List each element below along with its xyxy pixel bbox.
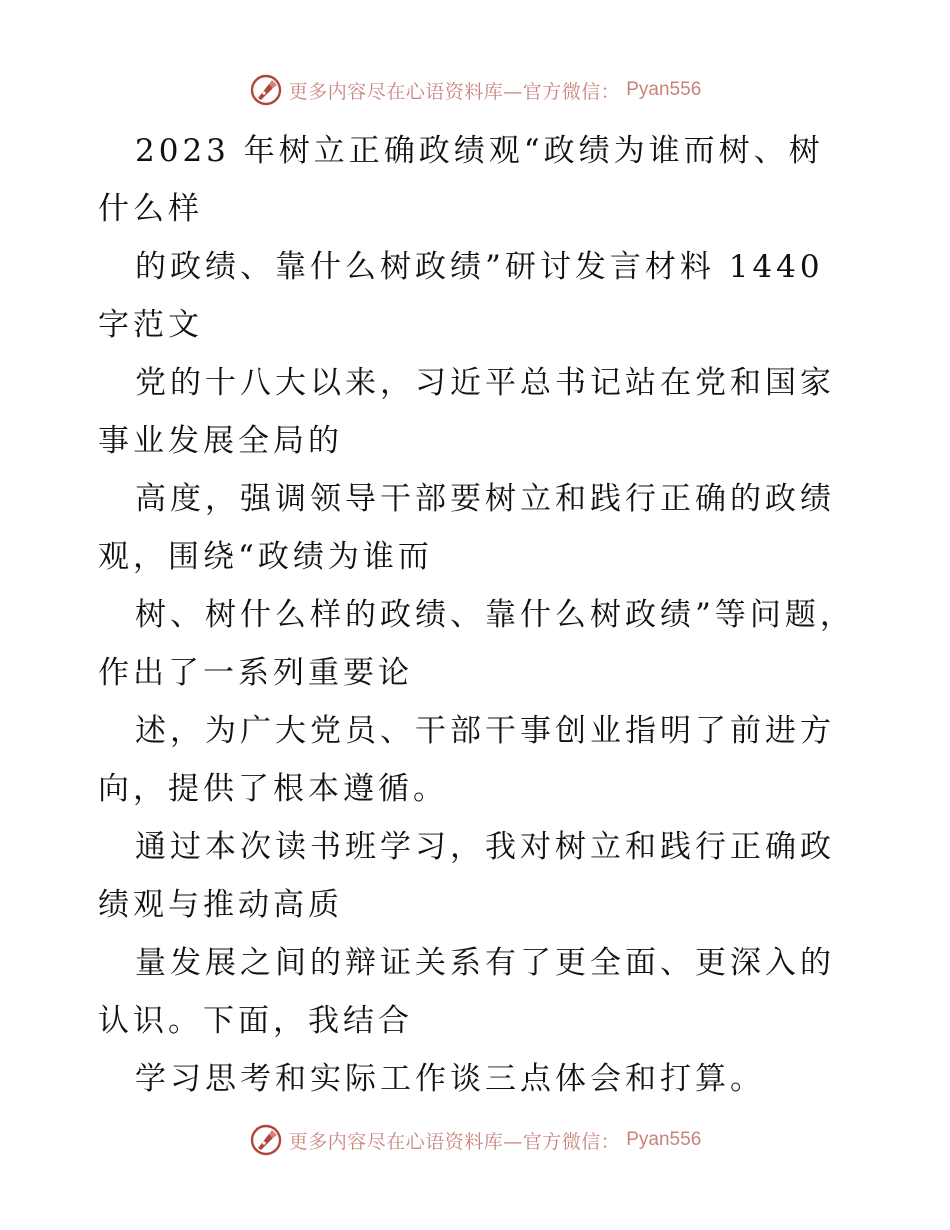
paragraph-line: 通过本次读书班学习，我对树立和践行正确政绩观与推动高质: [98, 829, 835, 923]
paragraph-line: 党的十八大以来，习近平总书记站在党和国家事业发展全局的: [98, 365, 835, 459]
watermark-wechat-id: Pyan556: [626, 1129, 702, 1150]
title-line-1: 2023 年树立正确政绩观“政绩为谁而树、树什么样: [98, 133, 824, 227]
header-watermark: [0, 70, 950, 110]
pen-nib-logo-icon: [249, 73, 283, 107]
title-line-2: 的政绩、靠什么树政绩”研讨发言材料 1440 字范文: [98, 249, 824, 343]
document-body: [98, 122, 858, 1108]
paragraph-line: 学习思考和实际工作谈三点体会和打算。: [135, 1061, 765, 1097]
paragraph-line: 述，为广大党员、干部干事创业指明了前进方向，提供了根本遵循。: [98, 713, 835, 807]
watermark-text: 更多内容尽在心语资料库—官方微信：: [288, 1130, 621, 1153]
pen-nib-logo-icon: [249, 1123, 283, 1157]
paragraph-line: 高度，强调领导干部要树立和践行正确的政绩观，围绕“政绩为谁而: [98, 481, 835, 575]
watermark-wechat-id: Pyan556: [626, 79, 702, 100]
footer-watermark: [0, 1120, 950, 1160]
paragraph-line: 树、树什么样的政绩、靠什么树政绩”等问题，作出了一系列重要论: [98, 597, 855, 691]
paragraph-line: 量发展之间的辩证关系有了更全面、更深入的认识。下面，我结合: [98, 945, 835, 1039]
watermark-text: 更多内容尽在心语资料库—官方微信：: [288, 80, 621, 103]
